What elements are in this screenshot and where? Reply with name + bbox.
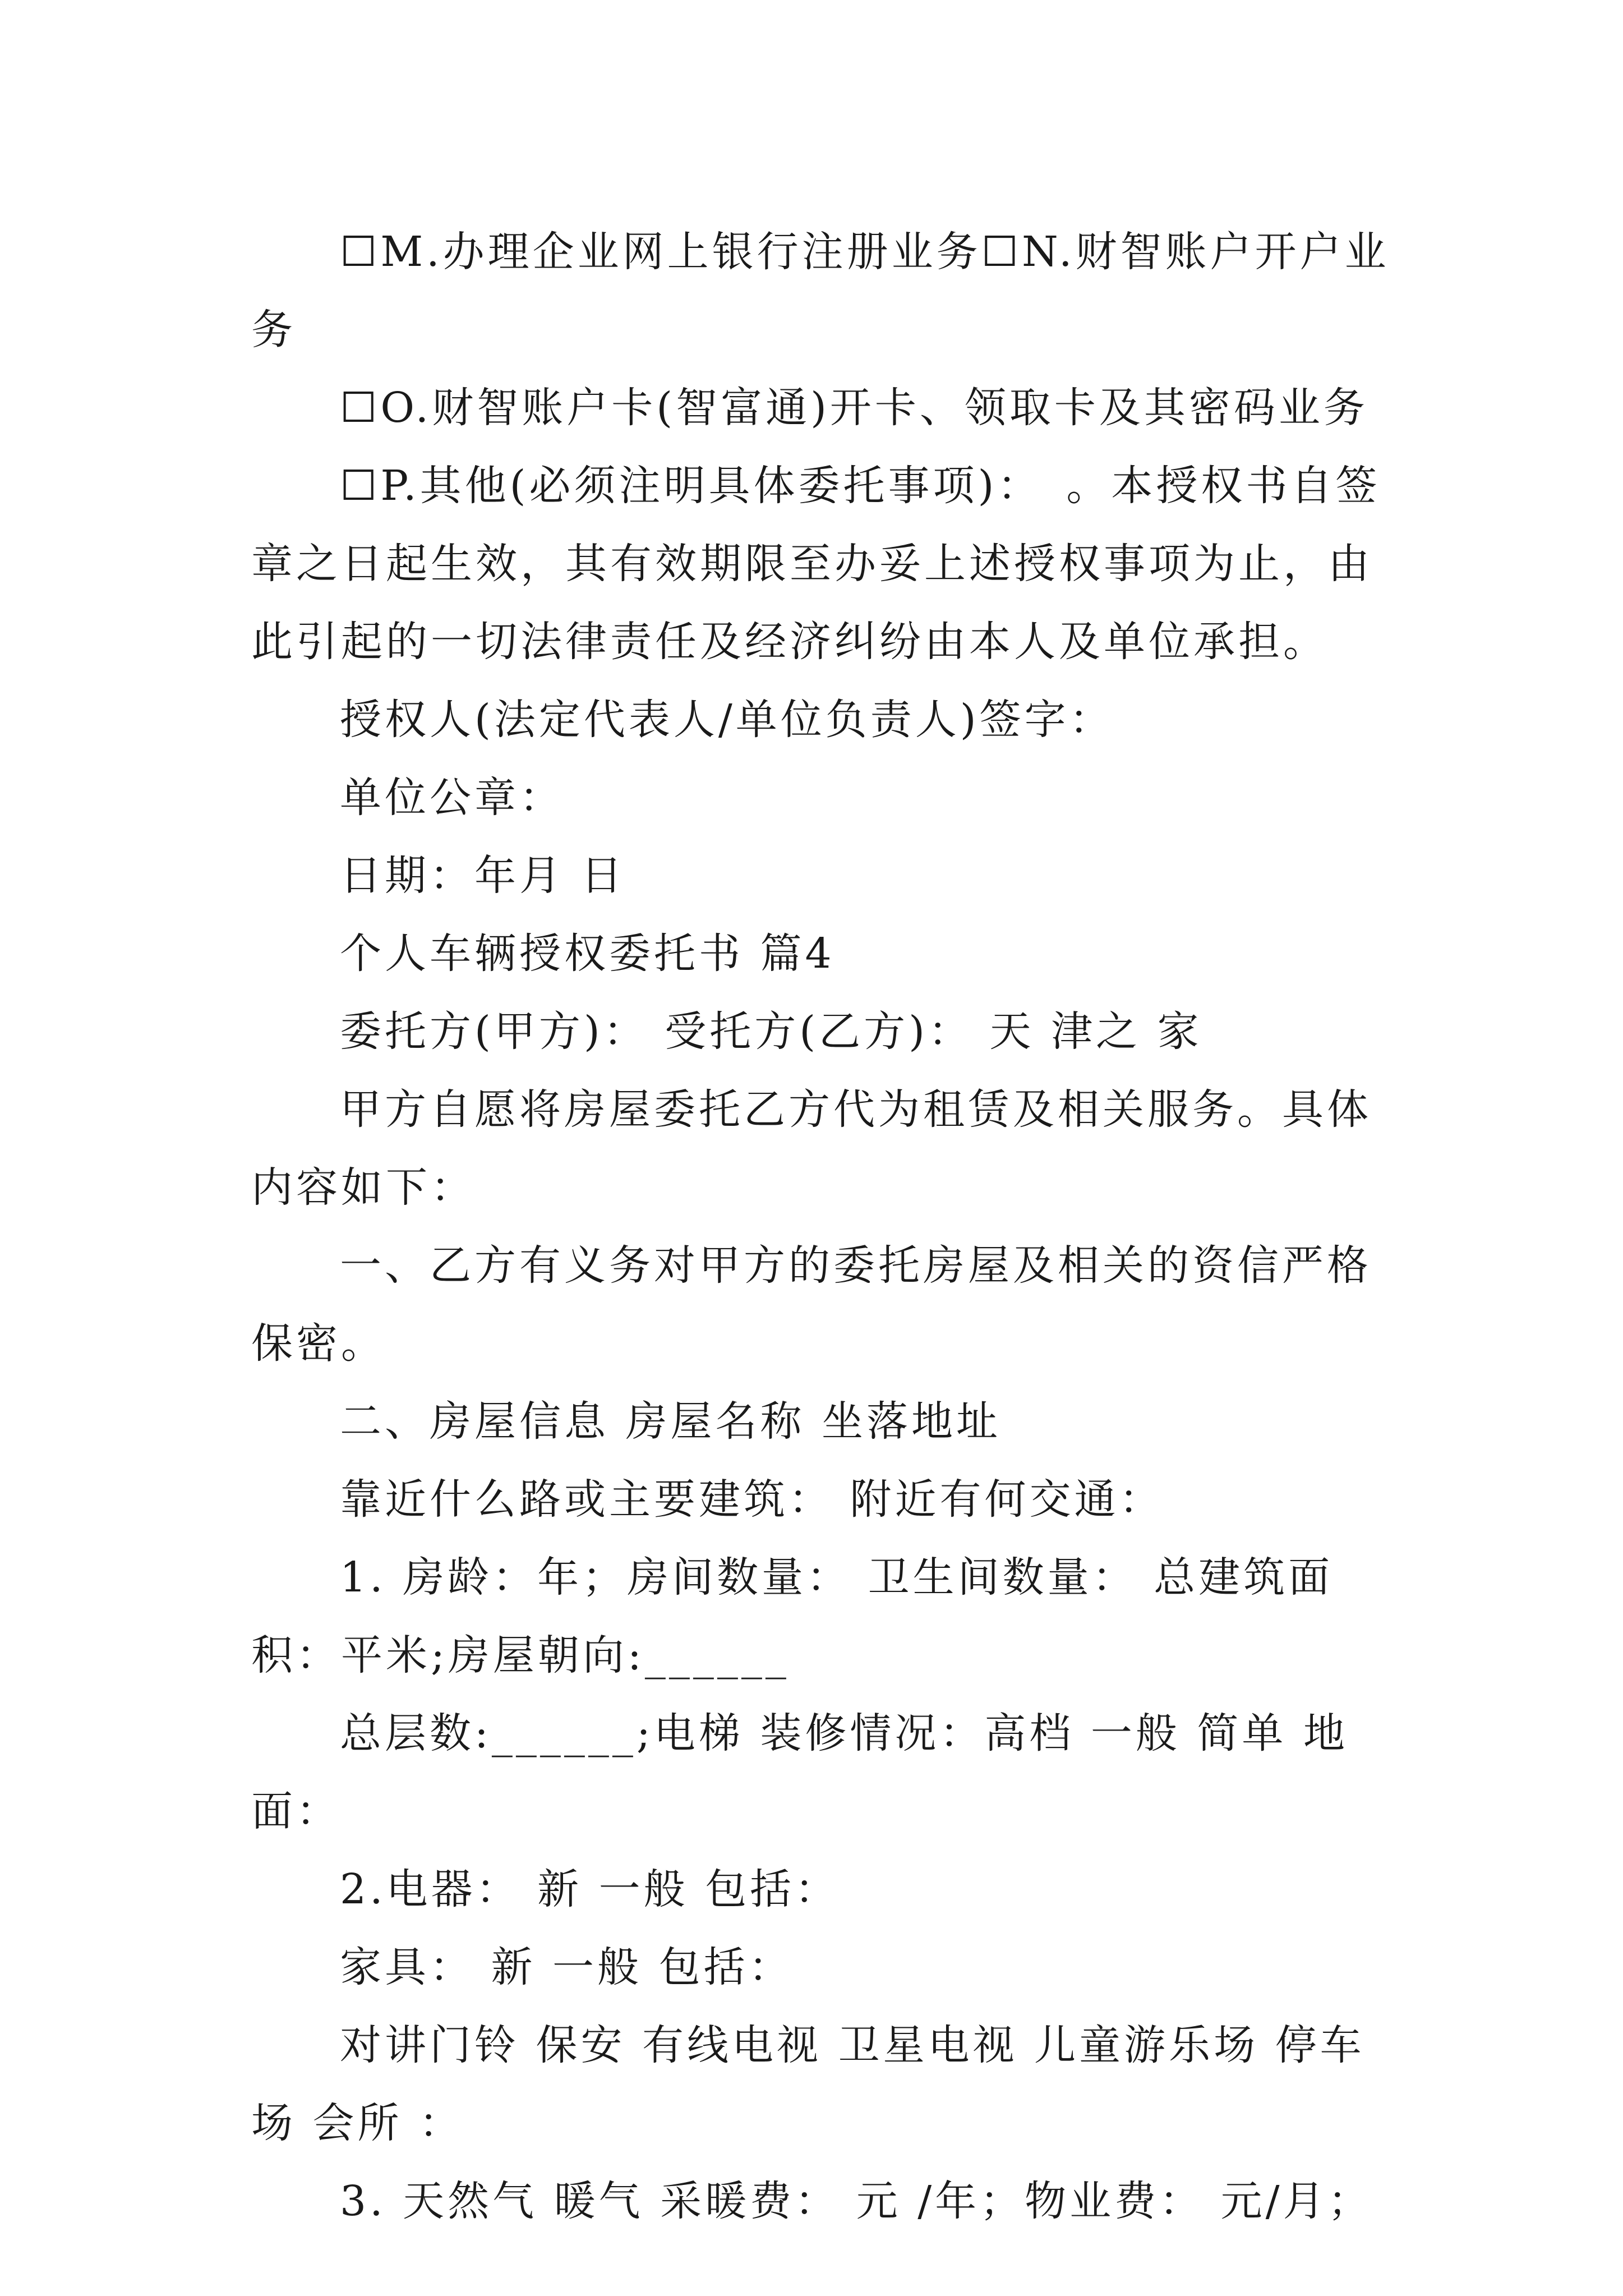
paragraph-gas-heating-fees: 3. 天然气 暖气 采暖费： 元 /年；物业费： 元/月； [340, 2177, 1373, 2225]
paragraph-date: 日期：年月 日 [340, 852, 626, 900]
document-body [251, 213, 1390, 2240]
paragraph-facilities: 对讲门铃 保安 有线电视 卫星电视 儿童游乐场 停车场 会所 ： [251, 2021, 1365, 2147]
paragraph-authorizer-signature: 授权人(法定代表人/单位负责人)签字： [340, 696, 1114, 744]
paragraph-card-option: ☐O.财智账户卡(智富通)开卡、领取卡及其密码业务 [340, 384, 1368, 432]
paragraph-unit-seal: 单位公章： [340, 774, 564, 822]
paragraph-house-info: 二、房屋信息 房屋名称 坐落地址 [340, 1397, 1002, 1446]
paragraph-appliances: 2.电器： 新 一般 包括： [340, 1865, 840, 1913]
paragraph-furniture: 家具： 新 一般 包括： [340, 1943, 794, 1991]
paragraph-other-option-and-validity: ☐P.其他(必须注明具体委托事项)： 。本授权书自签章之日起生效，其有效期限至办妥上述授权事项为止，由此引起的一切法律责任及经济纠纷由本人及单位承担。 [251, 462, 1381, 666]
paragraph-location-traffic: 靠近什么路或主要建筑： 附近有何交通： [340, 1475, 1164, 1524]
paragraph-parties: 委托方(甲方)： 受托方(乙方)： 天 津之 家 [340, 1007, 1202, 1056]
paragraph-bank-registration-options: ☐M.办理企业网上银行注册业务☐N.财智账户开户业务 [251, 228, 1390, 354]
paragraph-house-age-rooms: 1. 房龄：年；房间数量： 卫生间数量： 总建筑面积：平米;房屋朝向:______ [251, 1553, 1334, 1680]
section-title: 个人车辆授权委托书 篇4 [340, 930, 835, 978]
paragraph-floors-decoration: 总层数:______;电梯 装修情况：高档 一般 简单 地面： [251, 1709, 1348, 1835]
paragraph-confidentiality: 一、乙方有义务对甲方的委托房屋及相关的资信严格保密。 [251, 1241, 1372, 1368]
paragraph-commission-intro: 甲方自愿将房屋委托乙方代为租赁及相关服务。具体内容如下： [251, 1085, 1372, 1212]
